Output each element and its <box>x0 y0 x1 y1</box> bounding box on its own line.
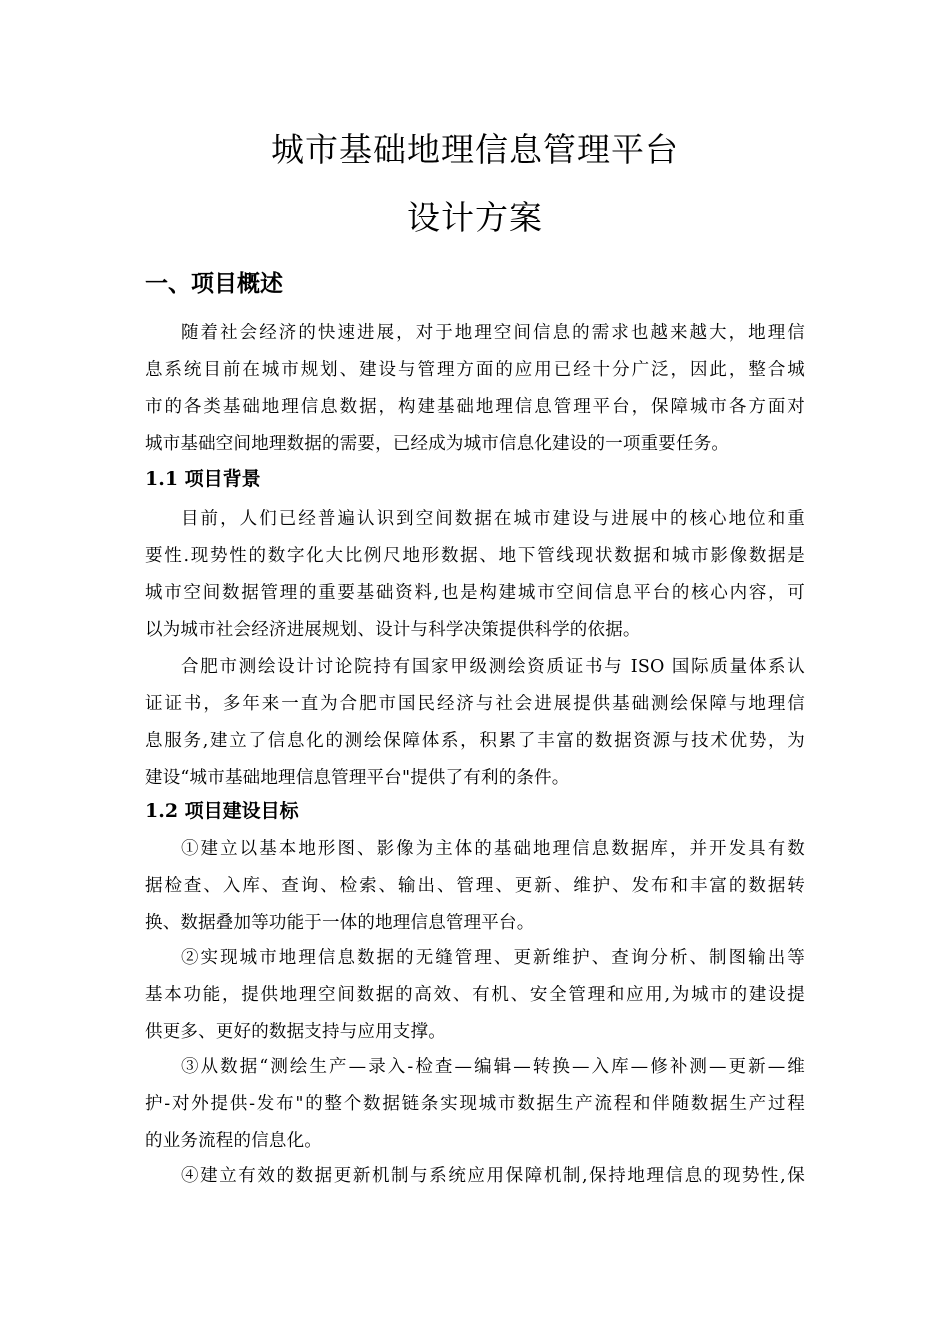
goal-paragraph-3 <box>145 1049 805 1160</box>
paragraph-line: 基本功能，提供地理空间数据的高效、有机、安全管理和应用,为城市的建设提 <box>145 985 805 1005</box>
background-paragraph-2 <box>145 649 805 797</box>
paragraph-line: 以为城市社会经济进展规划、设计与科学决策提供科学的依据。 <box>145 620 641 640</box>
paragraph-line: 建设“城市基础地理信息管理平台"提供了有利的条件。 <box>145 768 570 788</box>
paragraph-line: 供更多、更好的数据支持与应用支撑。 <box>145 1022 446 1042</box>
paragraph-line: 合肥市测绘设计讨论院持有国家甲级测绘资质证书与 ISO 国际质量体系认 <box>181 657 805 677</box>
paragraph-line: 目前，人们已经普遍认识到空间数据在城市建设与进展中的核心地位和重 <box>181 509 805 529</box>
paragraph-line: 城市基础空间地理数据的需要，已经成为城市信息化建设的一项重要任务。 <box>145 434 730 454</box>
paragraph-line: ①建立以基本地形图、影像为主体的基础地理信息数据库，并开发具有数 <box>181 839 805 859</box>
paragraph-line: 换、数据叠加等功能于一体的地理信息管理平台。 <box>145 913 535 933</box>
document-title: 城市基础地理信息管理平台 <box>271 130 679 169</box>
section-heading-background: 1.1 项目背景 <box>145 468 261 490</box>
paragraph-line: 市的各类基础地理信息数据，构建基础地理信息管理平台，保障城市各方面对 <box>145 397 805 417</box>
paragraph-line: 息系统目前在城市规划、建设与管理方面的应用已经十分广泛，因此，整合城 <box>145 360 805 380</box>
paragraph-line: 护-对外提供-发布"的整个数据链条实现城市数据生产流程和伴随数据生产过程 <box>145 1094 805 1114</box>
paragraph-line: 随着社会经济的快速进展，对于地理空间信息的需求也越来越大，地理信 <box>181 323 805 343</box>
paragraph-line: 城市空间数据管理的重要基础资料,也是构建城市空间信息平台的核心内容，可 <box>145 583 805 603</box>
goal-paragraph-1 <box>145 831 805 942</box>
paragraph-line: 证证书，多年来一直为合肥市国民经济与社会进展提供基础测绘保障与地理信 <box>145 694 805 714</box>
paragraph-line: ③从数据“测绘生产—录入-检查—编辑—转换—入库—修补测—更新—维 <box>181 1057 805 1077</box>
document-subtitle: 设计方案 <box>407 198 543 237</box>
goal-paragraph-4 <box>145 1158 805 1195</box>
paragraph-line: 要性.现势性的数字化大比例尺地形数据、地下管线现状数据和城市影像数据是 <box>145 546 805 566</box>
paragraph-line: 据检查、入库、查询、检索、输出、管理、更新、维护、发布和丰富的数据转 <box>145 876 805 896</box>
overview-paragraph <box>145 315 805 463</box>
background-paragraph-1 <box>145 501 805 649</box>
section-heading-goals: 1.2 项目建设目标 <box>145 800 299 822</box>
section-heading-overview: 一、项目概述 <box>145 271 283 297</box>
goal-paragraph-2 <box>145 940 805 1051</box>
paragraph-line: ②实现城市地理信息数据的无缝管理、更新维护、查询分析、制图输出等 <box>181 948 805 968</box>
paragraph-line: ④建立有效的数据更新机制与系统应用保障机制,保持地理信息的现势性,保 <box>181 1166 805 1186</box>
paragraph-line: 息服务,建立了信息化的测绘保障体系，积累了丰富的数据资源与技术优势，为 <box>145 731 805 751</box>
paragraph-line: 的业务流程的信息化。 <box>145 1131 322 1151</box>
